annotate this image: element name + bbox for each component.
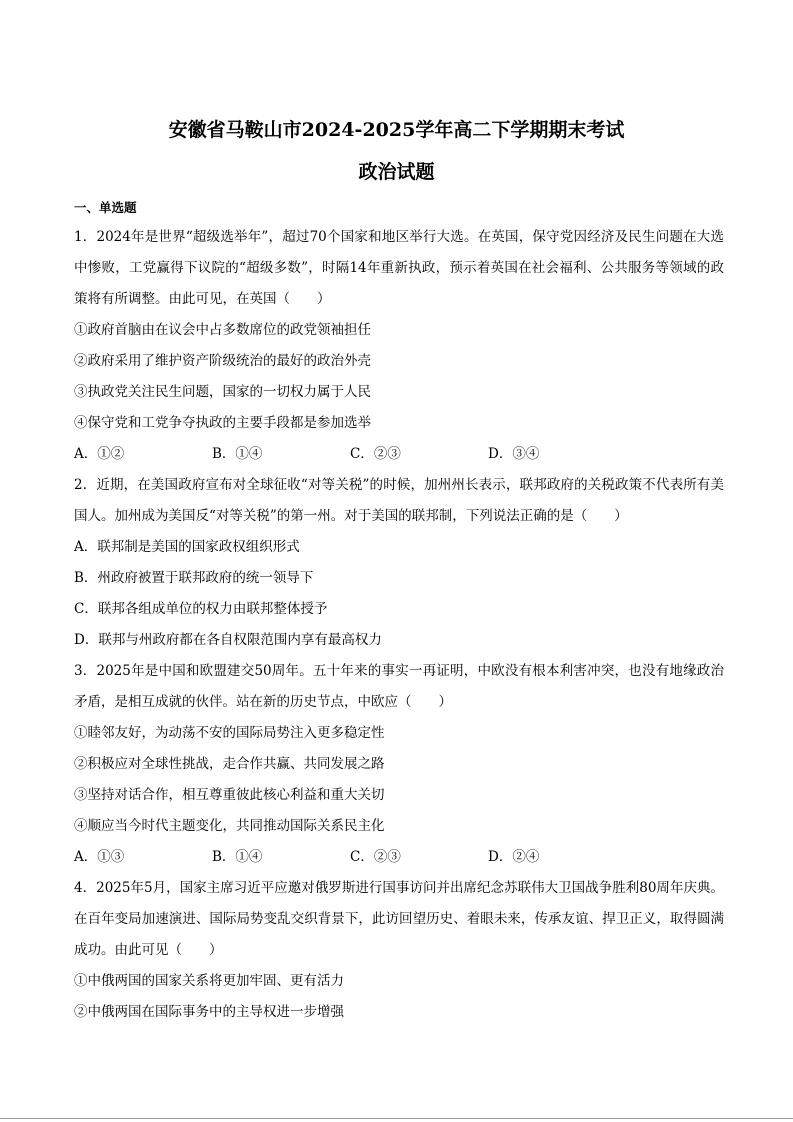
answer-option-b: B．①④ — [212, 849, 263, 865]
answer-option-d: D．③④ — [488, 446, 540, 462]
answer-option-c: C．联邦各组成单位的权力由联邦整体授予 — [74, 601, 328, 617]
question-stem: 1．2024年是世界“超级选举年”，超过70个国家和地区举行大选。在英国，保守党因经济及民生问题在大选中惨败，工党赢得下议院的“超级多数”，时隔14年重新执政，预示着英国在社会福利、公共服务等领域的政策将有所调整。由此可见，在英国（ ） — [74, 229, 724, 307]
page-title: 安徽省马鞍山市2024-2025学年高二下学期期末考试 — [168, 119, 625, 141]
page-subtitle: 政治试题 — [358, 161, 435, 183]
statement-item: ②积极应对全球性挑战，走合作共赢、共同发展之路 — [74, 756, 385, 772]
question-4 — [74, 873, 724, 1028]
answer-option-b: B．①④ — [212, 446, 263, 462]
answer-option-b: B．州政府被置于联邦政府的统一领导下 — [74, 570, 314, 586]
statement-item: ②政府采用了维护资产阶级统治的最好的政治外壳 — [74, 353, 371, 369]
question-stem: 3．2025年是中国和欧盟建交50周年。五十年来的事实一再证明，中欧没有根本利害冲突，也没有地缘政治矛盾，是相互成就的伙伴。站在新的历史节点，中欧应（ ） — [74, 663, 724, 710]
question-stem: 4．2025年5月，国家主席习近平应邀对俄罗斯进行国事访问并出席纪念苏联伟大卫国战争胜利80周年庆典。在百年变局加速演进、国际局势变乱交织背景下，此访回望历史、着眼未来，传承友谊、捍卫正义，取得圆满成功。由此可见（ ） — [74, 880, 724, 958]
answer-option-d: D．联邦与州政府都在各自权限范围内享有最高权力 — [74, 632, 382, 648]
answer-option-a: A．联邦制是美国的国家政权组织形式 — [74, 539, 300, 555]
section-heading: 一、单选题 — [74, 200, 137, 215]
question-2 — [74, 470, 724, 656]
answer-option-c: C．②③ — [350, 849, 401, 865]
answer-option-a: A．①② — [74, 446, 125, 462]
page-bottom-divider — [0, 1118, 793, 1119]
answer-option-a: A．①③ — [74, 849, 125, 865]
question-stem: 2．近期，在美国政府宣布对全球征收“对等关税”的时候，加州州长表示，联邦政府的关税政策不代表所有美国人。加州成为美国反“对等关税”的第一州。对于美国的联邦制，下列说法正确的是（ ） — [74, 477, 724, 524]
statement-item: ③执政党关注民生问题，国家的一切权力属于人民 — [74, 384, 371, 400]
answer-options — [74, 842, 724, 873]
statement-item: ④保守党和工党争夺执政的主要手段都是参加选举 — [74, 415, 371, 431]
statement-item: ②中俄两国在国际事务中的主导权进一步增强 — [74, 1004, 344, 1020]
question-list — [74, 222, 724, 1028]
question-1 — [74, 222, 724, 470]
statement-item: ④顺应当今时代主题变化，共同推动国际关系民主化 — [74, 818, 385, 834]
question-3 — [74, 656, 724, 873]
answer-options — [74, 439, 724, 470]
answer-option-c: C．②③ — [350, 446, 401, 462]
statement-item: ①睦邻友好，为动荡不安的国际局势注入更多稳定性 — [74, 725, 385, 741]
statement-item: ①政府首脑由在议会中占多数席位的政党领袖担任 — [74, 322, 371, 338]
statement-item: ③坚持对话合作，相互尊重彼此核心利益和重大关切 — [74, 787, 385, 803]
statement-item: ①中俄两国的国家关系将更加牢固、更有活力 — [74, 973, 344, 989]
answer-option-d: D．②④ — [488, 849, 540, 865]
